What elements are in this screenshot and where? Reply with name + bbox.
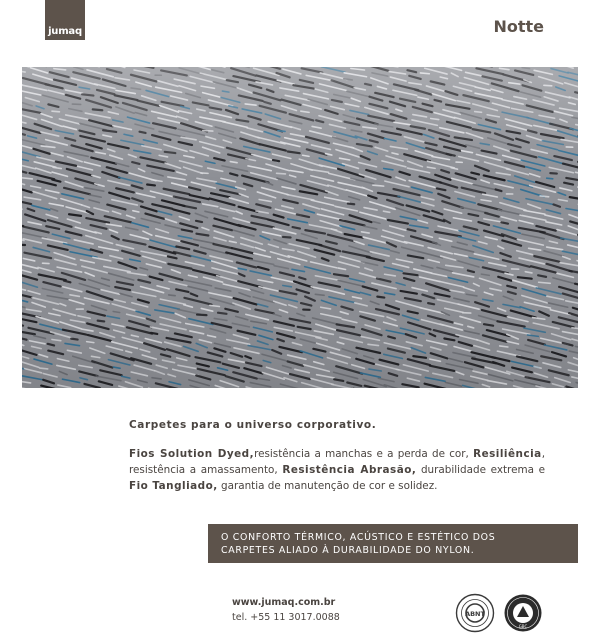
jumaq-logo: jumaq [45, 0, 85, 40]
gbc-seal-text: GBC [518, 624, 528, 629]
slogan-line-2: CARPETES ALIADO À DURABILIDADE DO NYLON. [221, 545, 475, 556]
slogan-banner [208, 524, 578, 563]
slogan-line-1: O CONFORTO TÉRMICO, ACÚSTICO E ESTÉTICO DOS [221, 532, 496, 543]
feature-text: resistência a manchas e a perda de cor, [254, 448, 474, 460]
feature-highlight: Fios Solution Dyed, [129, 448, 255, 460]
abnt-seal-text: ABNT [465, 610, 485, 618]
abnt-seal-icon [455, 593, 495, 633]
feature-text: garantia de manutenção de cor e solidez. [217, 480, 438, 492]
description-block [129, 419, 545, 494]
carpet-texture-image [22, 67, 578, 388]
feature-highlight: Fio Tangliado, [129, 480, 218, 492]
headline: Carpetes para o universo corporativo. [129, 419, 377, 431]
website-link[interactable]: www.jumaq.com.br [232, 597, 336, 608]
phone-number: tel. +55 11 3017.0088 [232, 612, 340, 623]
feature-text: durabilidade extrema e [416, 464, 545, 476]
contact-info [232, 597, 340, 623]
features-paragraph [129, 446, 545, 494]
feature-text: , resistência a amassamento, [129, 448, 545, 476]
feature-highlight: Resiliência [473, 448, 542, 460]
feature-highlight: Resistência Abrasão, [282, 464, 417, 476]
gbc-seal-icon [503, 593, 543, 633]
carpet-photo [22, 67, 578, 388]
product-name: Notte [493, 17, 544, 36]
